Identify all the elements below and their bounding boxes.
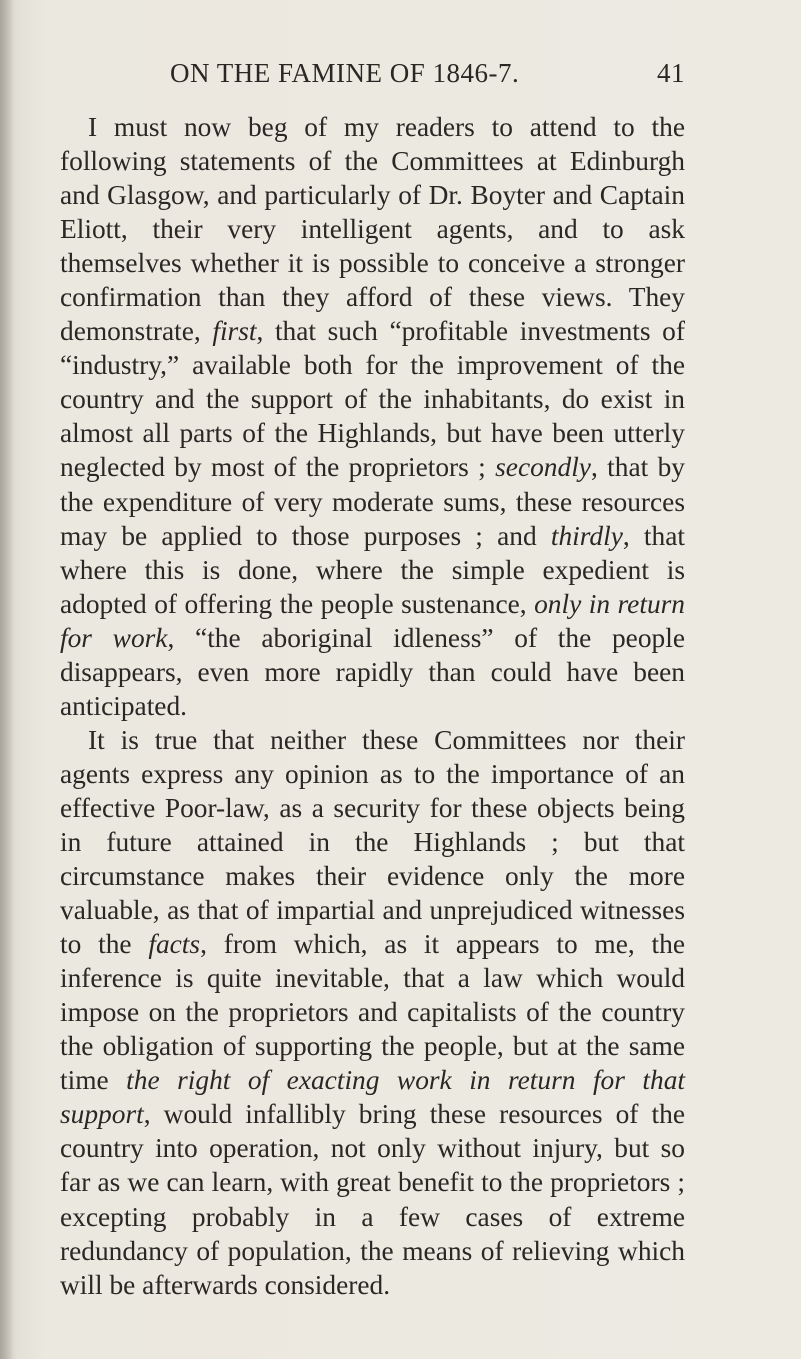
italic-phrase: only in return for work bbox=[60, 588, 685, 653]
text-run: It is true that neither these Committees nor their agents express any opinion as to the importance of an effective Poor-law, as a security for these objects being in future attained in the Highlands ; but that circumstance makes their evidence only the more valuable, as that of impartial and unprejudiced witnesses to the bbox=[60, 724, 685, 960]
page-number: 41 bbox=[657, 58, 685, 88]
paragraph bbox=[60, 110, 685, 723]
text-run: , that where this is done, where the simple expedient is adopted of offering the people sustenance, bbox=[60, 520, 685, 619]
text-run: , that by the expenditure of very moderate sums, these resources may be applied to those purposes ; and bbox=[60, 452, 685, 551]
italic-phrase: thirdly bbox=[550, 520, 623, 551]
page-spine-shadow bbox=[0, 0, 14, 1359]
text-run: , would infallibly bring these resources of the country into operation, not only without injury, but so far as we can learn, with great benefit to the proprietors ; excepting probably in a few cases of extreme redundancy of population, the means of relieving which will be afterwards considered. bbox=[60, 1099, 685, 1300]
italic-phrase: the right of exacting work in return for that support bbox=[60, 1065, 686, 1130]
text-run: , “the aboriginal idleness” of the people disappears, even more rapidly than could have been anticipated. bbox=[60, 622, 685, 721]
italic-phrase: facts bbox=[148, 929, 201, 960]
body-text bbox=[60, 110, 685, 1302]
running-title: ON THE FAMINE OF 1846-7. bbox=[170, 58, 520, 88]
italic-phrase: first bbox=[212, 316, 257, 347]
text-run: , from which, as it appears to me, the inference is quite inevitable, that a law which would impose on the proprietors and capitalists of the country the obligation of supporting the people, but at the same time bbox=[60, 929, 685, 1096]
text-run: , that such “profitable investments of “industry,” available both for the improvement of the country and the support of the inhabitants, do exist in almost all parts of the Highlands, but have been utterly neglected by most of the proprietors ; bbox=[60, 316, 685, 483]
italic-phrase: secondly bbox=[495, 452, 591, 483]
running-header bbox=[170, 58, 685, 92]
text-run: I must now beg of my readers to attend to the following statements of the Committees at Edinburgh and Glasgow, and particularly of Dr. Boyter and Captain Eliott, their very intelligent agents, and to ask themselves whether it is possible to conceive a stronger confirmation than they afford of these views. They demonstrate, bbox=[60, 112, 685, 347]
paragraph bbox=[60, 723, 685, 1302]
